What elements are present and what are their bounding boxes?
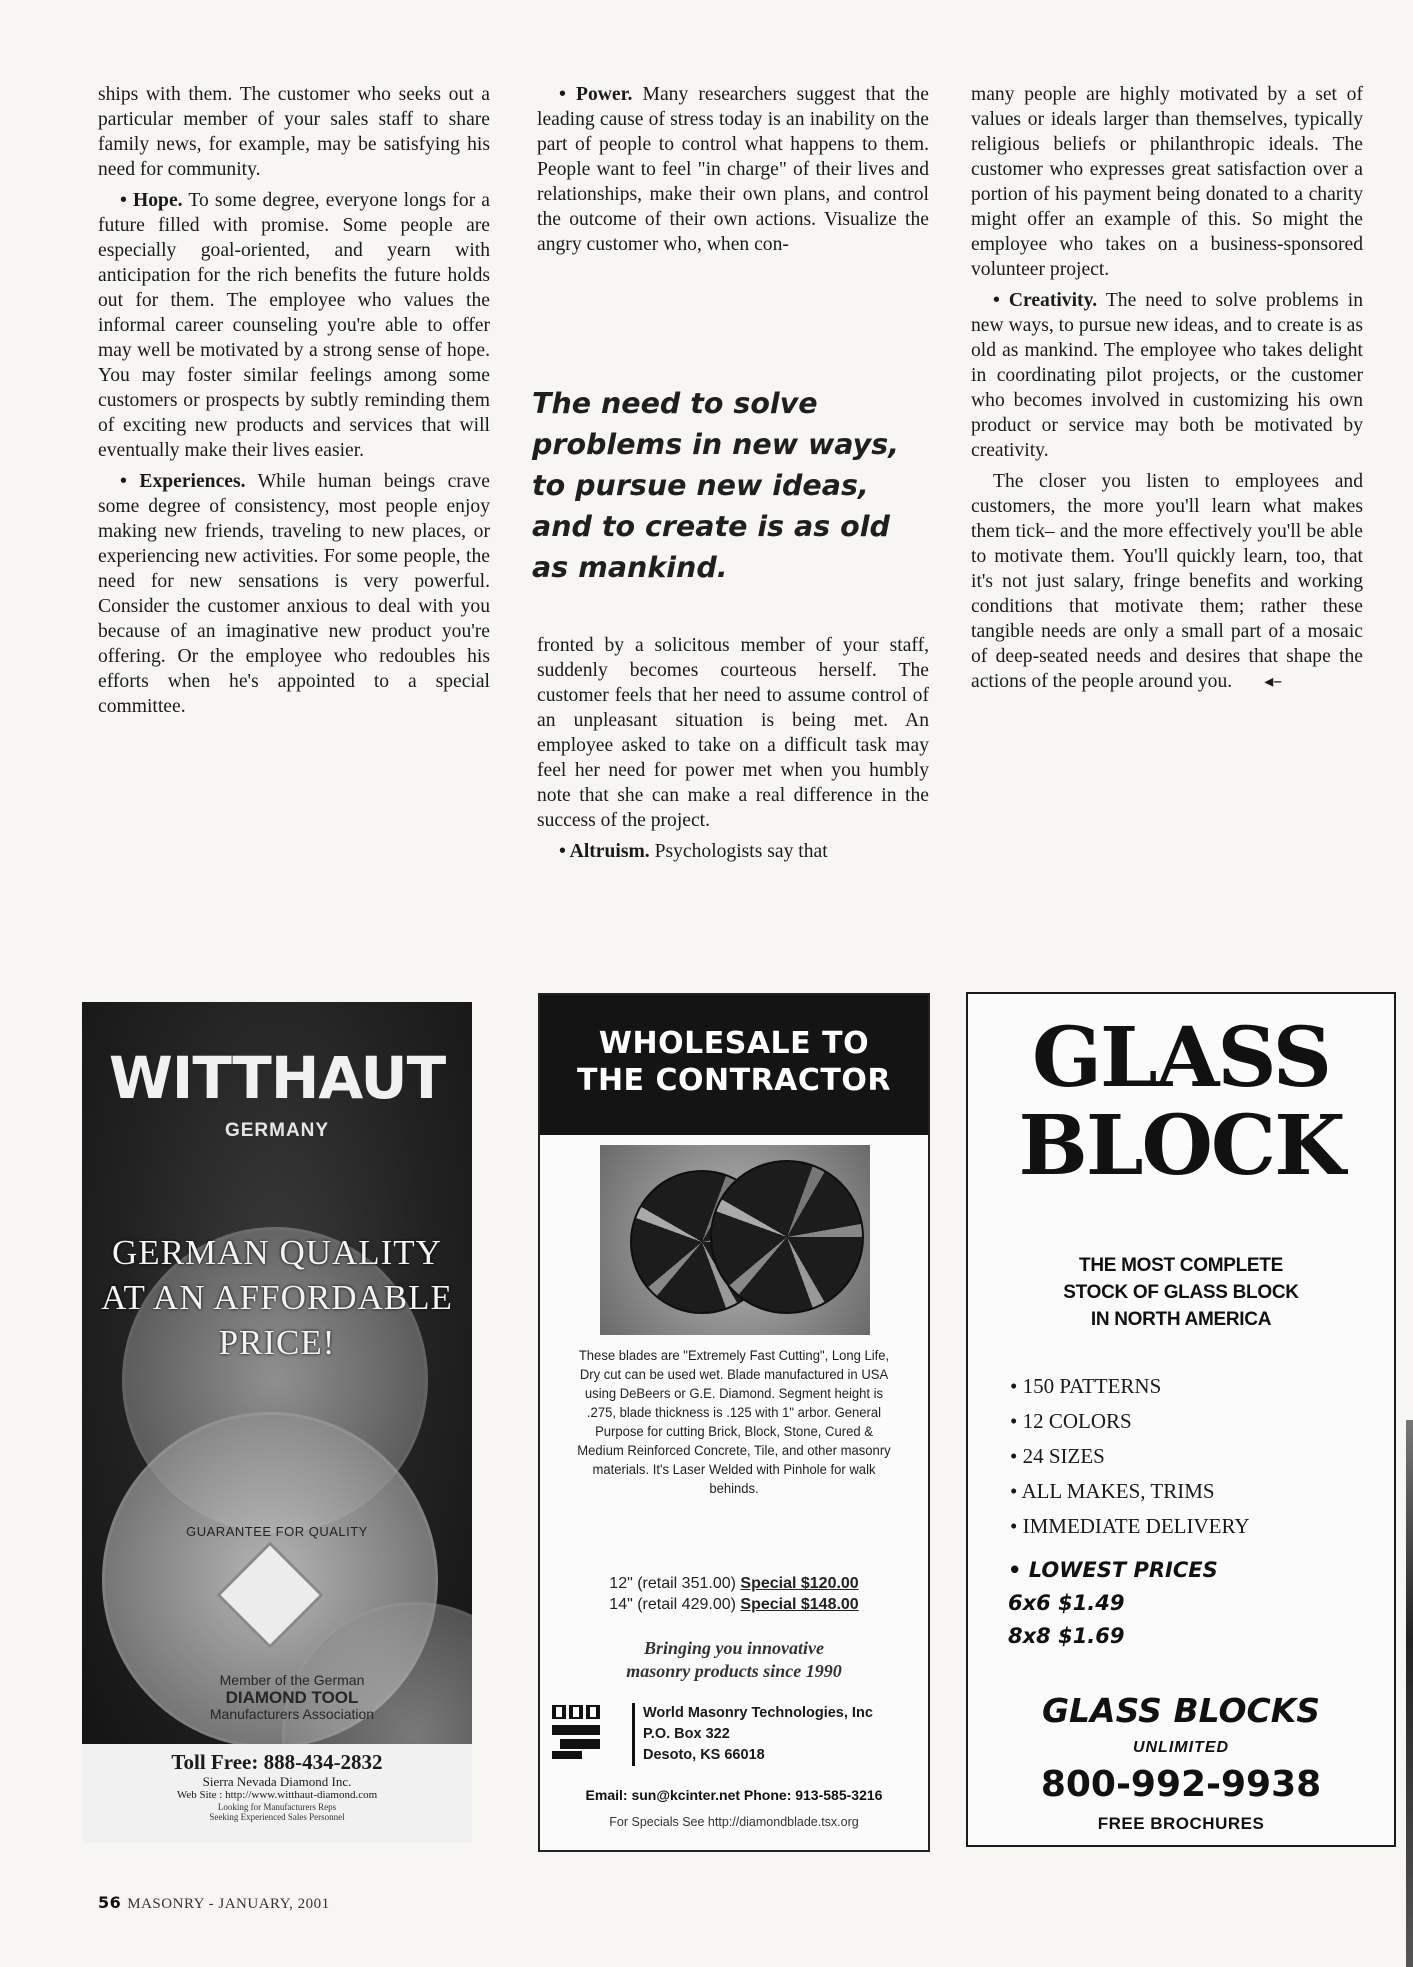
- special-price: Special $148.00: [740, 1596, 859, 1613]
- subtitle-line: THE MOST COMPLETE: [1079, 1255, 1283, 1276]
- feature-list: [1010, 1369, 1250, 1544]
- paragraph-altruism: [537, 839, 929, 864]
- paragraph-creativity: [971, 288, 1363, 463]
- page-footer: [98, 1893, 330, 1913]
- company-name: World Masonry Technologies, Inc: [643, 1705, 873, 1721]
- article-column-3: [971, 82, 1363, 694]
- end-mark-icon: ◂–: [1264, 671, 1283, 692]
- paragraph: ships with them. The customer who seeks out a particular member of your sales staff to share family news, for example, may be satisfying his need for community.: [98, 84, 490, 180]
- paragraph-power: [537, 82, 929, 257]
- blade-photo: [600, 1145, 870, 1335]
- article-column-1: [98, 82, 490, 719]
- free-brochures: FREE BROCHURES: [1097, 1814, 1265, 1833]
- tagline-line: Bringing you innovative: [643, 1638, 825, 1658]
- tagline: [540, 1637, 928, 1683]
- brand-unlimited: UNLIMITED: [1132, 1739, 1230, 1756]
- company-name: Sierra Nevada Diamond Inc.: [202, 1774, 352, 1789]
- retail-price: 12" (retail 351.00): [609, 1575, 736, 1592]
- ad-witthaut-image: [82, 1002, 472, 1744]
- member-line: Member of the German: [219, 1672, 365, 1688]
- paragraph: fronted by a solicitous member of your staff, suddenly becomes courteous herself. The customer feels that her need to assume control of an unpleasant situation is being met. An employee asked to take on a difficult task may feel her need for power met when you humbly note that she can make a real difference in the success of the project.: [537, 635, 929, 831]
- city-line: Desoto, KS 66018: [643, 1747, 765, 1763]
- ad-title: [968, 1010, 1394, 1194]
- hope-text: To some degree, everyone longs for a future filled with promise. Some people are especially goal-oriented, and yearn with anticipation for the rich benefits the future holds out for them. The employee who values the informal career counseling you're able to offer may well be motivated by a strong sense of hope. You may foster similar feelings among some customers or prospects by subtly reminding them of exciting new products and services that will eventually make their lives easier.: [98, 190, 490, 461]
- witthaut-country: GERMANY: [224, 1120, 330, 1141]
- ad-wholesale-contractor: [538, 993, 930, 1852]
- article-column-2-continued: [537, 633, 929, 864]
- association-membership: [192, 1672, 392, 1723]
- headline-line: WHOLESALE TO: [598, 1026, 870, 1061]
- list-item: • IMMEDIATE DELIVERY: [1010, 1514, 1250, 1538]
- power-heading: • Power.: [559, 84, 633, 105]
- product-description: These blades are "Extremely Fast Cutting", Long Life, Dry cut can be used wet. Blade manufactured in USA using DeBeers or G.E. Diamond. Segment height is .275, blade thickness is .125 with 1" arbor. General Purpose for cutting Brick, Block, Stone, Cured & Medium Reinforced Concrete, Tile, and other masonry materials. It's Laser Welded with Pinhole for walk behinds.: [577, 1348, 891, 1497]
- guarantee-text: GUARANTEE FOR QUALITY: [186, 1524, 368, 1539]
- price-list: [540, 1573, 928, 1615]
- paragraph-experiences: [98, 469, 490, 719]
- list-item: • ALL MAKES, TRIMS: [1010, 1479, 1215, 1503]
- ad-glass-block: [966, 992, 1396, 1847]
- price-line: 8x8 $1.69: [1008, 1624, 1125, 1648]
- retail-price: 14" (retail 429.00): [609, 1596, 736, 1613]
- hope-heading: • Hope.: [120, 190, 183, 211]
- pull-quote: The need to solve problems in new ways, to pursue new ideas, and to create is as old as mankind.: [532, 387, 900, 584]
- brand-name: GLASS BLOCKS: [1041, 1691, 1321, 1730]
- witthaut-slogan: GERMAN QUALITY AT AN AFFORDABLE PRICE!: [101, 1233, 453, 1362]
- subtitle-line: STOCK OF GLASS BLOCK: [1063, 1282, 1299, 1303]
- list-item: • 24 SIZES: [1010, 1444, 1105, 1468]
- brick-logo-icon: [550, 1701, 612, 1763]
- ad-witthaut: [82, 1002, 472, 1843]
- special-price: Special $120.00: [740, 1575, 859, 1592]
- lowest-prices: • LOWEST PRICES: [1008, 1558, 1218, 1582]
- price-row: [540, 1594, 928, 1615]
- paragraph: many people are highly motivated by a set of values or ideals larger than themselves, typically religious beliefs or philanthropic ideals. The customer who expresses great satisfaction over a portion of his payment being donated to a charity might offer an example of this. So might the employee who takes on a business-sponsored volunteer project.: [971, 84, 1363, 280]
- power-text: Many researchers suggest that the leading cause of stress today is an inability on the part of people to control what happens to them. People want to feel "in charge" of their lives and relationships, make their own plans, and control the outcome of their own actions. Visualize the angry customer who, when con-: [537, 84, 929, 255]
- recruit-text: Seeking Experienced Sales Personnel: [209, 1812, 345, 1822]
- price-line: 6x6 $1.49: [1008, 1591, 1125, 1615]
- specials-url: For Specials See http://diamondblade.tsx.org: [609, 1815, 859, 1829]
- closing-text: The closer you listen to employees and customers, the more you'll learn what makes them tick– and the more effectively you'll be able to motivate them. You'll quickly learn, too, that it's not just salary, fringe benefits and working conditions that motivate them; rather these tangible needs are only a small part of a mosaic of deep-seated needs and desires that shape the actions of the people around you.: [971, 471, 1363, 692]
- email-phone: Email: sun@kcinter.net Phone: 913-585-3216: [585, 1787, 883, 1803]
- company-address: [632, 1703, 930, 1766]
- ad-subtitle: [968, 1252, 1394, 1333]
- paragraph-hope: [98, 188, 490, 463]
- price-block: [1008, 1554, 1218, 1653]
- subtitle-line: IN NORTH AMERICA: [1090, 1309, 1272, 1330]
- page-edge: [1406, 1420, 1413, 1967]
- ad-headline: [540, 995, 928, 1135]
- list-item: • 150 PATTERNS: [1010, 1374, 1162, 1398]
- po-box: P.O. Box 322: [643, 1726, 730, 1742]
- creativity-heading: • Creativity.: [993, 290, 1098, 311]
- witthaut-logo: WITTHAUT: [108, 1044, 446, 1112]
- recruit-text: Looking for Manufacturers Reps: [217, 1802, 337, 1812]
- page-number: 56: [98, 1893, 122, 1912]
- phone-number: 800-992-9938: [1040, 1764, 1322, 1805]
- tagline-line: masonry products since 1990: [626, 1661, 842, 1681]
- paragraph-closing: [971, 469, 1363, 694]
- creativity-text: The need to solve problems in new ways, to pursue new ideas, and to create is as old as mankind. The employee who takes delight in coordinating pilot projects, or the customer who becomes involved in customizing his own product or service may both be motivated by creativity.: [971, 290, 1363, 461]
- ad-witthaut-contact: [82, 1744, 472, 1843]
- experiences-heading: • Experiences.: [120, 471, 246, 492]
- member-line: Manufacturers Association: [209, 1706, 375, 1722]
- experiences-text: While human beings crave some degree of consistency, most people enjoy making new friends, traveling to new places, or experiencing new activities. For some people, the need for new sensations is very powerful. Consider the customer anxious to deal with you because of an imaginative new product you're offering. Or the employee who redoubles his efforts when he's appointed to a special committee.: [98, 471, 490, 717]
- publication-info: MASONRY - JANUARY, 2001: [127, 1896, 330, 1912]
- article-column-2: [537, 82, 929, 257]
- website-text: Web Site : http://www.witthaut-diamond.com: [176, 1789, 378, 1801]
- list-item: • 12 COLORS: [1010, 1409, 1132, 1433]
- title-line: BLOCK: [1018, 1098, 1344, 1194]
- title-line: GLASS: [1032, 1010, 1330, 1106]
- altruism-text: Psychologists say that: [649, 841, 828, 862]
- headline-line: THE CONTRACTOR: [576, 1063, 891, 1098]
- member-line: DIAMOND TOOL: [225, 1688, 359, 1707]
- toll-free-number: Toll Free: 888-434-2832: [171, 1750, 383, 1774]
- saw-blade-icon: [710, 1160, 864, 1314]
- altruism-heading: • Altruism.: [559, 841, 650, 862]
- price-row: [540, 1573, 928, 1594]
